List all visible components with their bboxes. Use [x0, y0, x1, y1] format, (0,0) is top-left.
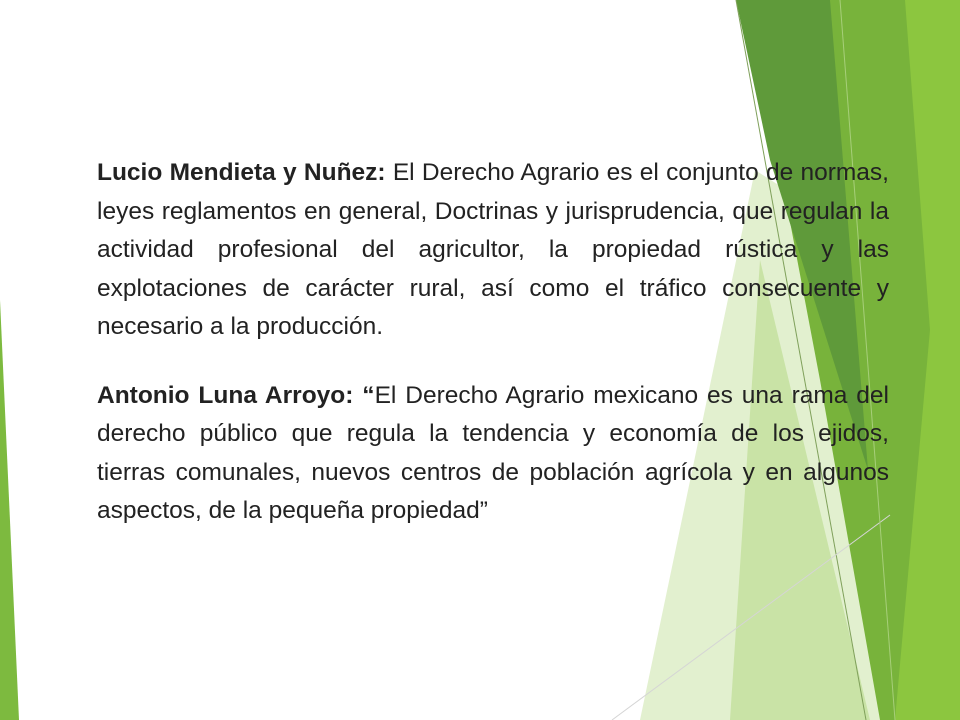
- author-name: Antonio Luna Arroyo: “: [97, 381, 375, 409]
- definition-paragraph-luna: [97, 377, 889, 531]
- left-edge-facet: [0, 300, 19, 720]
- definition-text: El Derecho Agrario mexicano es una rama del derecho público que regula la tendencia y economía de los ejidos, tierras comunales, nuevos centros de población agrícola y en algunos aspectos, de la pequeña propiedad”: [97, 381, 889, 524]
- slide-body: [97, 154, 889, 561]
- definition-text: El Derecho Agrario es el conjunto de normas, leyes reglamentos en general, Doctrinas y jurisprudencia, que regulan la actividad profesional del agricultor, la propiedad rústica y las explotaciones de carácter rural, así como el tráfico consecuente y necesario a la producción.: [97, 159, 889, 340]
- definition-paragraph-mendieta: [97, 154, 889, 347]
- author-name: Lucio Mendieta y Nuñez:: [97, 159, 386, 186]
